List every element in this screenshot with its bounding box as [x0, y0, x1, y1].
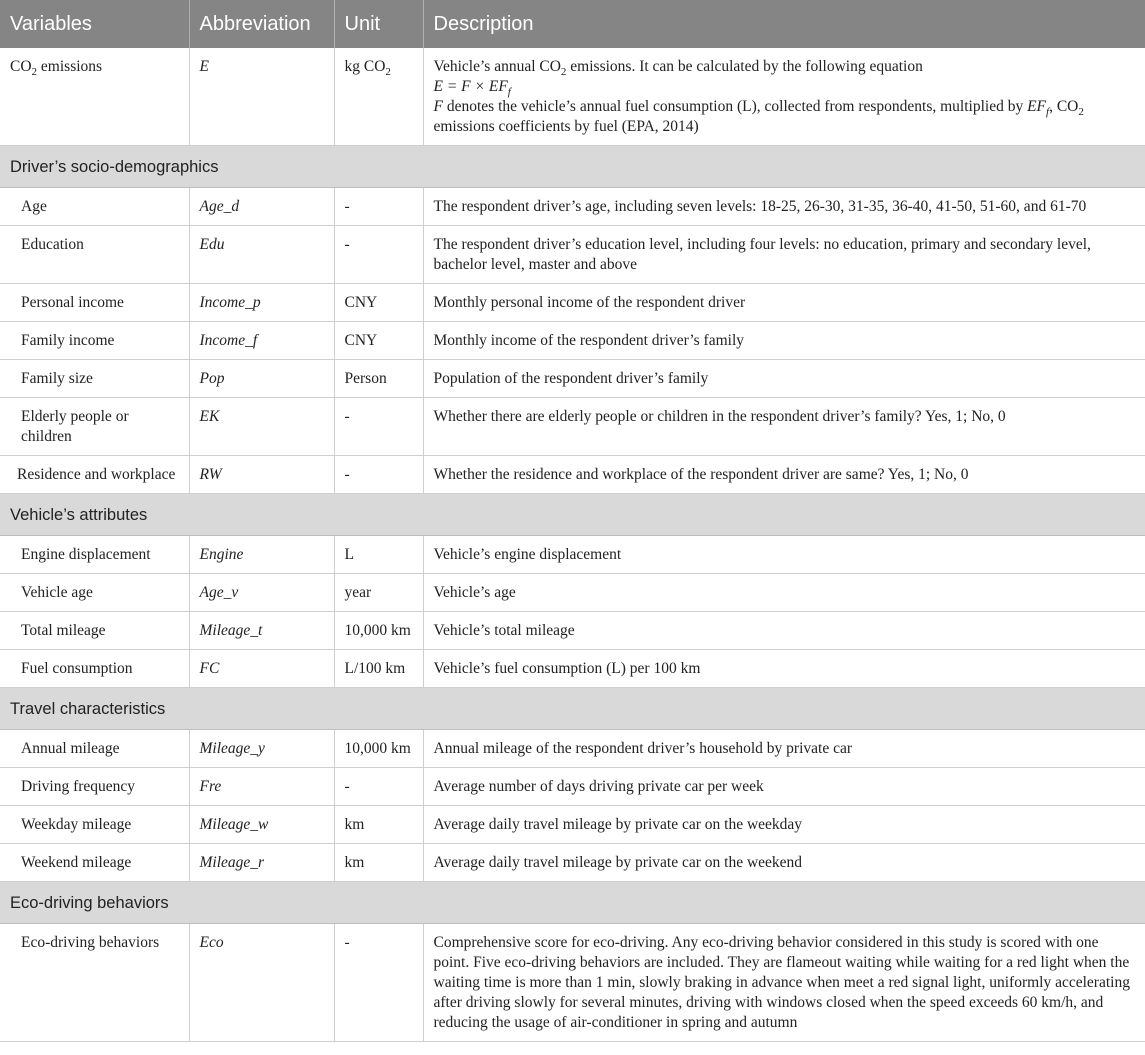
description-cell: Vehicle’s engine displacement	[423, 536, 1145, 574]
header-abbreviation: Abbreviation	[189, 0, 334, 48]
table-row	[0, 730, 1145, 768]
abbreviation-cell: Income_f	[189, 322, 334, 360]
abbreviation-cell: Mileage_t	[189, 612, 334, 650]
header-unit: Unit	[334, 0, 423, 48]
unit-cell: 10,000 km	[334, 612, 423, 650]
unit-cell: CNY	[334, 284, 423, 322]
variable-cell: Weekday mileage	[0, 806, 189, 844]
co2-equation-explanation: F denotes the vehicle’s annual fuel consumption (L), collected from respondents, multiplied by $EF_f$, $CO_2$ emissions coefficients by fuel (EPA, 2014)	[433, 98, 1084, 135]
table-row	[0, 536, 1145, 574]
variable-cell: Eco-driving behaviors	[0, 924, 189, 1042]
table-row	[0, 188, 1145, 226]
table-row-co2-emissions	[0, 48, 1145, 146]
description-cell: Whether the residence and workplace of the respondent driver are same? Yes, 1; No, 0	[423, 456, 1145, 494]
unit-cell: CNY	[334, 322, 423, 360]
unit-cell: -	[334, 456, 423, 494]
abbreviation-cell: Fre	[189, 768, 334, 806]
abbreviation-cell: Mileage_w	[189, 806, 334, 844]
description-cell: Vehicle’s age	[423, 574, 1145, 612]
co2-equation: $E = F \times EF_f$	[433, 78, 511, 99]
variable-cell: Education	[0, 226, 189, 284]
unit-cell: -	[334, 768, 423, 806]
table-row	[0, 574, 1145, 612]
table-row	[0, 322, 1145, 360]
description-cell: Monthly personal income of the respondent driver	[423, 284, 1145, 322]
table-row	[0, 284, 1145, 322]
description-cell	[423, 48, 1145, 146]
section-header-row	[0, 494, 1145, 536]
abbreviation-cell: Age_d	[189, 188, 334, 226]
description-cell: Vehicle’s total mileage	[423, 612, 1145, 650]
section-title: Eco-driving behaviors	[0, 882, 1145, 924]
variable-cell: Age	[0, 188, 189, 226]
abbreviation-cell: Engine	[189, 536, 334, 574]
section-header-row	[0, 688, 1145, 730]
abbreviation-cell: Mileage_r	[189, 844, 334, 882]
table-row	[0, 924, 1145, 1042]
abbreviation-cell: Age_v	[189, 574, 334, 612]
section-header-row	[0, 146, 1145, 188]
description-cell: Whether there are elderly people or children in the respondent driver’s family? Yes, 1; No, 0	[423, 398, 1145, 456]
unit-cell: km	[334, 844, 423, 882]
variable-cell: Weekend mileage	[0, 844, 189, 882]
variable-cell: Vehicle age	[0, 574, 189, 612]
header-row	[0, 0, 1145, 48]
unit-cell: year	[334, 574, 423, 612]
table-row	[0, 612, 1145, 650]
description-cell: Population of the respondent driver’s family	[423, 360, 1145, 398]
unit-cell: -	[334, 398, 423, 456]
description-cell: Average number of days driving private car per week	[423, 768, 1145, 806]
table-row	[0, 844, 1145, 882]
section-header-row	[0, 882, 1145, 924]
unit-cell: -	[334, 226, 423, 284]
unit-cell: -	[334, 924, 423, 1042]
variable-cell: Elderly people or children	[0, 398, 189, 456]
variable-cell: $CO_2$ emissions	[0, 48, 189, 146]
abbreviation-cell: RW	[189, 456, 334, 494]
table-row	[0, 398, 1145, 456]
variable-cell: Family size	[0, 360, 189, 398]
unit-cell: L/100 km	[334, 650, 423, 688]
description-cell: Vehicle’s fuel consumption (L) per 100 km	[423, 650, 1145, 688]
table-row	[0, 226, 1145, 284]
description-cell: Monthly income of the respondent driver’s family	[423, 322, 1145, 360]
variable-cell: Family income	[0, 322, 189, 360]
variable-cell: Personal income	[0, 284, 189, 322]
description-cell: The respondent driver’s age, including seven levels: 18-25, 26-30, 31-35, 36-40, 41-50, 51-60, and 61-70	[423, 188, 1145, 226]
unit-cell: Person	[334, 360, 423, 398]
description-cell: Annual mileage of the respondent driver’s household by private car	[423, 730, 1145, 768]
unit-cell: L	[334, 536, 423, 574]
table-row	[0, 650, 1145, 688]
variable-cell: Driving frequency	[0, 768, 189, 806]
description-cell: The respondent driver’s education level, including four levels: no education, primary and secondary level, bachelor level, master and above	[423, 226, 1145, 284]
header-description: Description	[423, 0, 1145, 48]
section-title: Vehicle’s attributes	[0, 494, 1145, 536]
variable-cell: Residence and workplace	[0, 456, 189, 494]
abbreviation-cell: EK	[189, 398, 334, 456]
abbreviation-cell: FC	[189, 650, 334, 688]
co2-description-line: Vehicle’s annual $CO_2$ emissions. It can be calculated by the following equation	[433, 58, 923, 79]
variable-cell: Engine displacement	[0, 536, 189, 574]
abbreviation-cell: Mileage_y	[189, 730, 334, 768]
description-cell: Average daily travel mileage by private car on the weekend	[423, 844, 1145, 882]
section-title: Travel characteristics	[0, 688, 1145, 730]
table-row	[0, 806, 1145, 844]
abbreviation-cell: Eco	[189, 924, 334, 1042]
table-row	[0, 360, 1145, 398]
variable-cell: Fuel consumption	[0, 650, 189, 688]
table-row	[0, 456, 1145, 494]
abbreviation-cell: Edu	[189, 226, 334, 284]
abbreviation-cell: Pop	[189, 360, 334, 398]
variable-cell: Total mileage	[0, 612, 189, 650]
table-row	[0, 768, 1145, 806]
section-title: Driver’s socio-demographics	[0, 146, 1145, 188]
unit-cell: kg $CO_2$	[334, 48, 423, 146]
abbreviation-cell: Income_p	[189, 284, 334, 322]
description-cell: Average daily travel mileage by private car on the weekday	[423, 806, 1145, 844]
unit-cell: 10,000 km	[334, 730, 423, 768]
unit-cell: -	[334, 188, 423, 226]
variable-cell: Annual mileage	[0, 730, 189, 768]
header-variables: Variables	[0, 0, 189, 48]
description-cell: Comprehensive score for eco-driving. Any eco-driving behavior considered in this study is scored with one point. Five eco-driving behaviors are included. They are flameout waiting while waiting for a red light when the waiting time is more than 1 min, slowly braking in advance when meet a red signal light, uniformly accelerating after driving slowly for several minutes, driving with windows closed when the speed exceeds 60 km/h, and reducing the usage of air-conditioner in spring and autumn	[423, 924, 1145, 1042]
unit-cell: km	[334, 806, 423, 844]
abbreviation-cell: E	[189, 48, 334, 146]
